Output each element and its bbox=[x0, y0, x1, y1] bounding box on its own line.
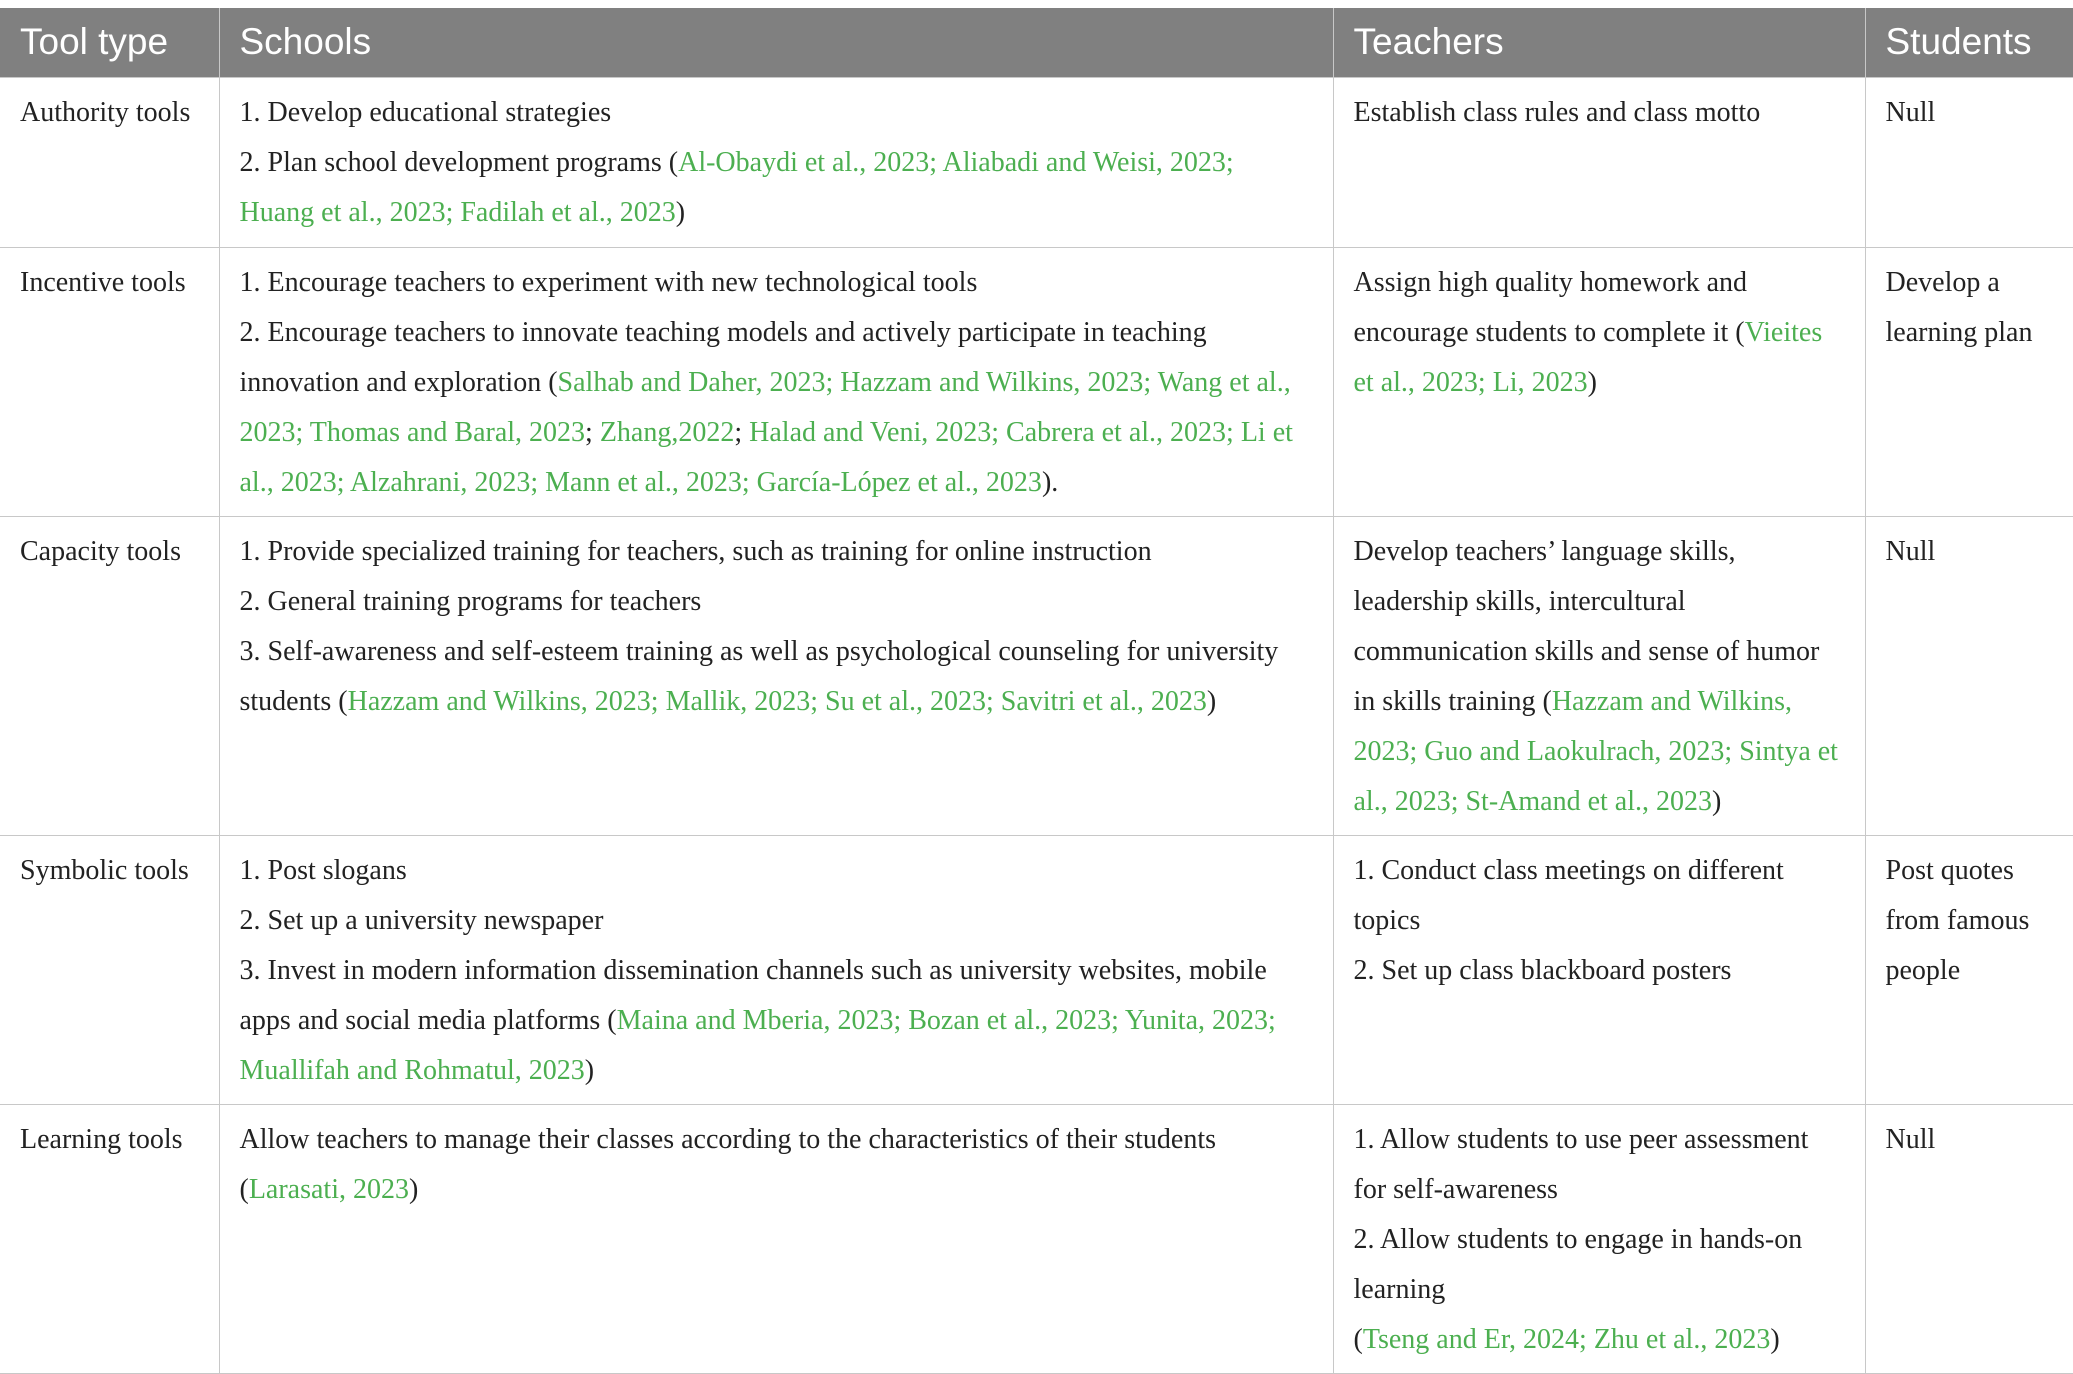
header-row bbox=[0, 8, 2073, 77]
tool-type-cell: Authority tools bbox=[0, 77, 219, 247]
citation-link[interactable]: Hazzam and Wilkins, 2023; Mallik, 2023; Su et al., 2023; Savitri et al., 2023 bbox=[347, 685, 1207, 717]
cell-line bbox=[240, 258, 1313, 308]
cell-text: Null bbox=[1885, 96, 1936, 128]
tool-type-table bbox=[0, 8, 2073, 1374]
cell-line bbox=[240, 896, 1313, 946]
teachers-cell bbox=[1333, 1104, 1865, 1373]
cell-line bbox=[1886, 527, 2054, 577]
citation-link[interactable]: Tseng and Er, 2024; Zhu et al., 2023 bbox=[1362, 1323, 1771, 1355]
cell-line bbox=[1354, 1115, 1845, 1215]
citation-link[interactable]: Vieites et al., 2023; Li, 2023 bbox=[1353, 316, 1823, 398]
table-body bbox=[0, 77, 2073, 1373]
cell-text: 1. Encourage teachers to experiment with new technological tools bbox=[239, 266, 978, 298]
tool-type-cell: Incentive tools bbox=[0, 247, 219, 516]
cell-line bbox=[240, 577, 1313, 627]
students-cell bbox=[1865, 1104, 2073, 1373]
cell-text: ; bbox=[585, 416, 600, 448]
table-row bbox=[0, 77, 2073, 247]
cell-line bbox=[1886, 846, 2054, 996]
cell-text: 2. Encourage teachers to innovate teaching models and actively participate in teaching innovation and exploration ( bbox=[239, 316, 1207, 398]
cell-text: Develop a learning plan bbox=[1885, 266, 2033, 348]
header-schools: Schools bbox=[219, 8, 1333, 77]
teachers-cell bbox=[1333, 516, 1865, 835]
cell-text: 1. Develop educational strategies bbox=[239, 96, 612, 128]
teachers-cell bbox=[1333, 247, 1865, 516]
cell-line bbox=[240, 88, 1313, 138]
cell-text: ) bbox=[409, 1173, 419, 1205]
table-row bbox=[0, 1104, 2073, 1373]
citation-link[interactable]: Salhab and Daher, 2023; Hazzam and Wilkins, 2023; Wang et al., 2023; Thomas and Baral, 2023 bbox=[239, 366, 1291, 448]
tool-type-cell: Symbolic tools bbox=[0, 835, 219, 1104]
schools-cell bbox=[219, 77, 1333, 247]
cell-line bbox=[240, 846, 1313, 896]
cell-text: 2. Set up class blackboard posters bbox=[1353, 954, 1732, 986]
cell-line bbox=[1886, 258, 2054, 358]
cell-line bbox=[240, 308, 1313, 508]
cell-text: 3. Self-awareness and self-esteem training as well as psychological counseling for university students ( bbox=[239, 635, 1279, 717]
schools-cell bbox=[219, 835, 1333, 1104]
table-row bbox=[0, 516, 2073, 835]
students-cell bbox=[1865, 247, 2073, 516]
cell-line bbox=[240, 138, 1313, 238]
cell-text: Null bbox=[1885, 535, 1936, 567]
schools-cell bbox=[219, 247, 1333, 516]
students-cell bbox=[1865, 835, 2073, 1104]
citation-link[interactable]: Al-Obaydi et al., 2023; Aliabadi and Weisi, 2023; Huang et al., 2023; Fadilah et al., 2023 bbox=[239, 146, 1234, 228]
cell-line bbox=[1354, 1315, 1845, 1365]
cell-text: 3. Invest in modern information dissemination channels such as university websites, mobile apps and social media platforms ( bbox=[239, 954, 1267, 1036]
students-cell bbox=[1865, 516, 2073, 835]
cell-line bbox=[240, 627, 1313, 727]
tool-type-cell: Capacity tools bbox=[0, 516, 219, 835]
cell-text: ) bbox=[584, 1054, 595, 1086]
citation-link[interactable]: Hazzam and Wilkins, 2023; Guo and Laokulrach, 2023; Sintya et al., 2023; St-Amand et al., 2023 bbox=[1353, 685, 1838, 817]
cell-text: 2. Plan school development programs ( bbox=[239, 146, 679, 178]
tool-type-cell: Learning tools bbox=[0, 1104, 219, 1373]
citation-link[interactable]: Larasati, 2023 bbox=[248, 1173, 409, 1205]
cell-text: ) bbox=[1770, 1323, 1780, 1355]
citation-link[interactable]: Zhang,2022 bbox=[599, 416, 735, 448]
header-students: Students bbox=[1865, 8, 2073, 77]
cell-line bbox=[1354, 1215, 1845, 1315]
table-row bbox=[0, 835, 2073, 1104]
header-teachers: Teachers bbox=[1333, 8, 1865, 77]
cell-text: ) bbox=[1206, 685, 1217, 717]
header-tool-type: Tool type bbox=[0, 8, 219, 77]
teachers-cell bbox=[1333, 835, 1865, 1104]
cell-text: Null bbox=[1885, 1123, 1936, 1155]
table-row bbox=[0, 247, 2073, 516]
cell-text: Post quotes from famous people bbox=[1885, 854, 2030, 986]
table-header bbox=[0, 8, 2073, 77]
cell-text: 1. Conduct class meetings on different topics bbox=[1353, 854, 1784, 936]
cell-text: Assign high quality homework and encourage students to complete it ( bbox=[1353, 266, 1748, 348]
cell-line bbox=[1886, 88, 2054, 138]
students-cell bbox=[1865, 77, 2073, 247]
cell-text: Allow teachers to manage their classes according to the characteristics of their students ( bbox=[239, 1123, 1217, 1205]
citation-link[interactable]: Halad and Veni, 2023; Cabrera et al., 2023; Li et al., 2023; Alzahrani, 2023; Mann et al., 2023; García-López et al., 2023 bbox=[239, 416, 1293, 498]
cell-text: ; bbox=[734, 416, 750, 448]
cell-line bbox=[240, 527, 1313, 577]
cell-text: 1. Provide specialized training for teachers, such as training for online instruction bbox=[239, 535, 1152, 567]
cell-line bbox=[1886, 1115, 2054, 1165]
cell-line bbox=[1354, 946, 1845, 996]
cell-text: 2. Allow students to engage in hands-on learning bbox=[1353, 1223, 1803, 1305]
cell-line bbox=[1354, 527, 1845, 827]
teachers-cell bbox=[1333, 77, 1865, 247]
cell-text: ) bbox=[675, 196, 686, 228]
cell-text: 2. Set up a university newspaper bbox=[239, 904, 604, 936]
citation-link[interactable]: Maina and Mberia, 2023; Bozan et al., 2023; Yunita, 2023; Muallifah and Rohmatul, 2023 bbox=[239, 1004, 1276, 1086]
cell-text: ( bbox=[1353, 1323, 1363, 1355]
cell-line bbox=[1354, 88, 1845, 138]
cell-line bbox=[1354, 846, 1845, 946]
cell-text: ) bbox=[1712, 785, 1722, 817]
schools-cell bbox=[219, 516, 1333, 835]
schools-cell bbox=[219, 1104, 1333, 1373]
cell-text: 2. General training programs for teachers bbox=[239, 585, 702, 617]
cell-text: 1. Allow students to use peer assessment for self-awareness bbox=[1353, 1123, 1809, 1205]
cell-line bbox=[240, 1115, 1313, 1215]
cell-text: Develop teachers’ language skills, leadership skills, intercultural communication skills and sense of humor in skills training ( bbox=[1353, 535, 1820, 717]
cell-text: Establish class rules and class motto bbox=[1353, 96, 1761, 128]
cell-line bbox=[1354, 258, 1845, 408]
cell-text: 1. Post slogans bbox=[239, 854, 407, 886]
cell-text: ) bbox=[1587, 366, 1597, 398]
cell-line bbox=[240, 946, 1313, 1096]
cell-text: ). bbox=[1041, 466, 1059, 498]
